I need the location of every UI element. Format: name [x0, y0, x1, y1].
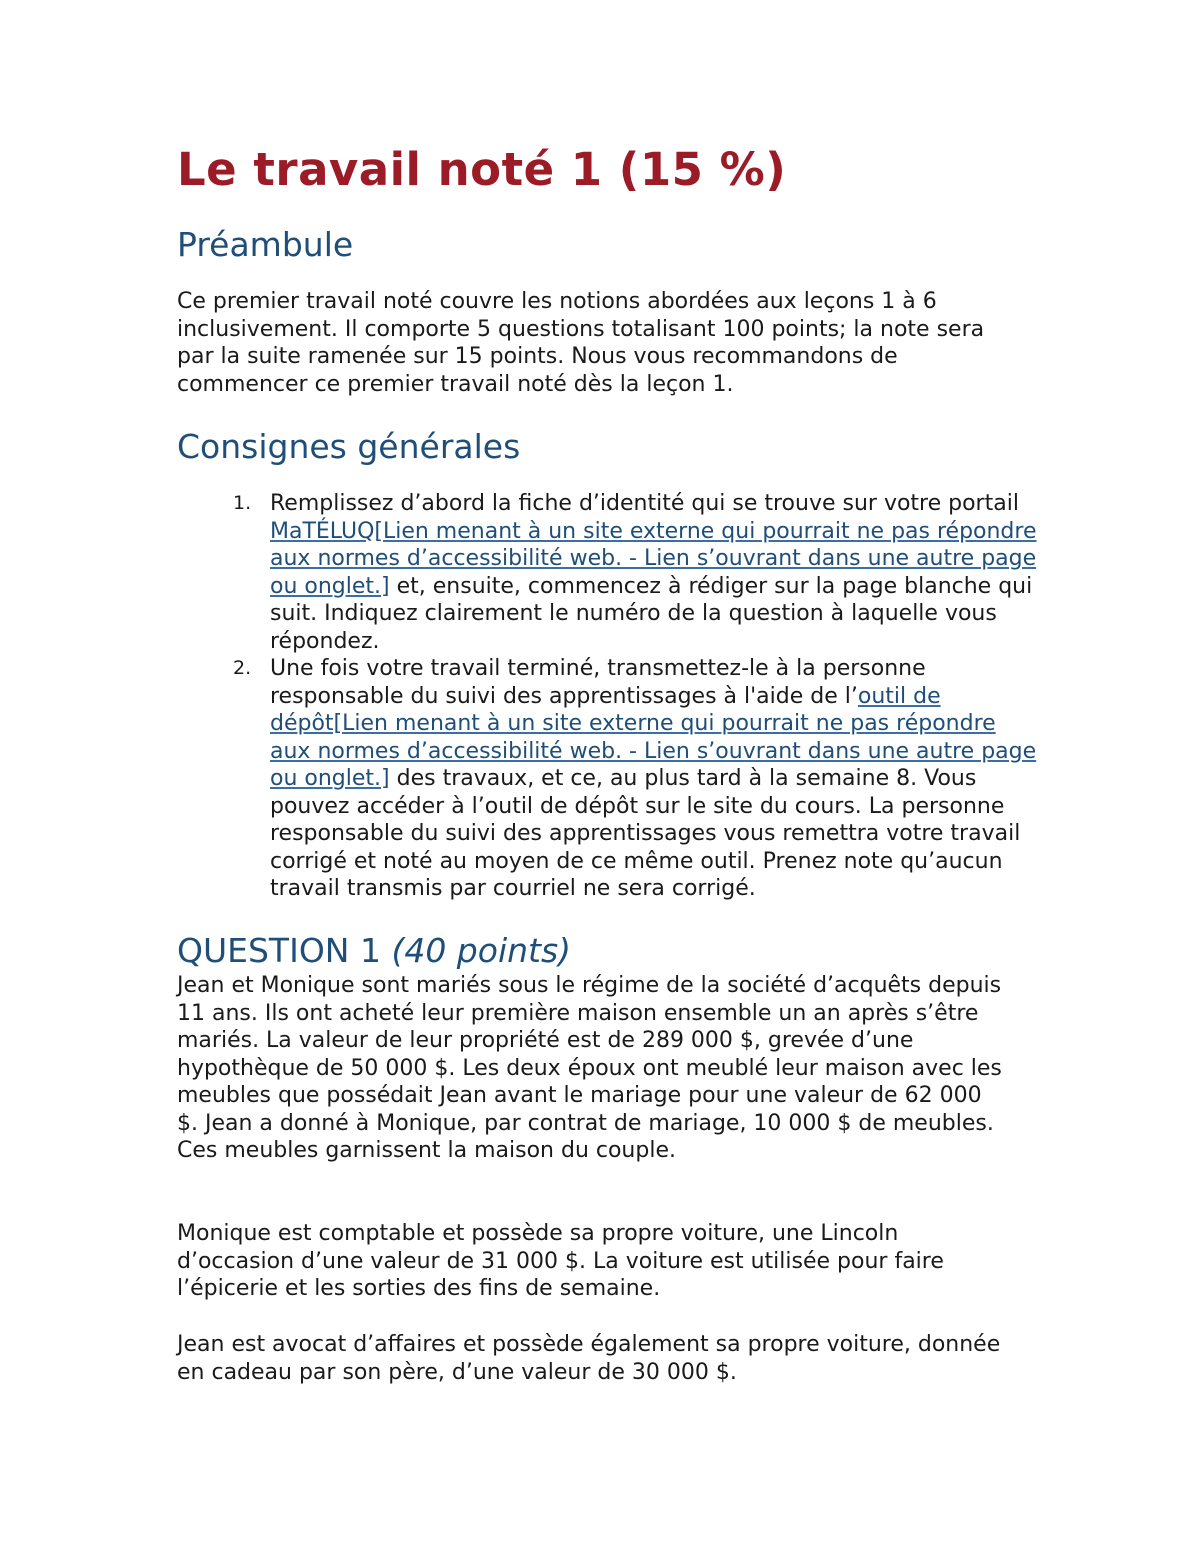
consigne-item-1 — [177, 490, 1037, 655]
preambule-text: Ce premier travail noté couvre les notions abordées aux leçons 1 à 6 inclusivement. Il comporte 5 questions totalisant 100 points; la note sera par la suite ramenée sur 15 points. Nous vous recommandons de commencer ce premier travail noté dès la leçon 1. — [177, 289, 985, 397]
consigne-text: Une fois votre travail terminé, transmettez-le à la personne responsable du suivi des apprentissages à l'aide de l’ — [270, 656, 926, 709]
document-title: Le travail noté 1 (15 %) — [177, 143, 787, 196]
consigne-text: et, ensuite, commencez à rédiger sur la page blanche qui suit. Indiquez clairement le numéro de la question à laquelle vous répondez. — [270, 573, 1033, 654]
preambule-heading: Préambule — [177, 225, 354, 264]
question1-label: QUESTION 1 — [177, 931, 392, 970]
consigne-number: 1. — [233, 492, 252, 514]
consigne-text: Remplissez d’abord la fiche d’identité qui se trouve sur votre portail — [270, 491, 1019, 516]
mateluq-link[interactable]: MaTÉLUQ[Lien menant à un site externe qui pourrait ne pas répondre aux normes d’accessibilité web. - Lien s’ouvrant dans une autre page ou onglet.] — [270, 518, 1037, 599]
outil-depot-link[interactable]: outil de dépôt[Lien menant à un site externe qui pourrait ne pas répondre aux normes d’accessibilité web. - Lien s’ouvrant dans une autre page ou onglet.] — [270, 683, 1037, 791]
consigne-text: des travaux, et ce, au plus tard à la semaine 8. Vous pouvez accéder à l’outil de dépôt sur le site du cours. La personne responsable du suivi des apprentissages vous remettra votre travail corrigé et noté au moyen de ce même outil. Prenez note qu’aucun travail transmis par courriel ne sera corrigé. — [270, 766, 1021, 901]
consignes-heading: Consignes générales — [177, 427, 521, 466]
question1-heading — [177, 930, 571, 972]
consigne-number: 2. — [233, 657, 252, 679]
question1-paragraph-2: Monique est comptable et possède sa propre voiture, une Lincoln d’occasion d’une valeur de 31 000 $. La voiture est utilisée pour faire l’épicerie et les sorties des fins de semaine. — [177, 1221, 944, 1301]
question1-points: (40 points) — [391, 931, 572, 970]
question1-paragraph-3: Jean est avocat d’affaires et possède également sa propre voiture, donnée en cadeau par son père, d’une valeur de 30 000 $. — [177, 1332, 1001, 1385]
consignes-list — [177, 490, 1037, 903]
consigne-item-2 — [177, 655, 1037, 903]
question1-paragraph-1: Jean et Monique sont mariés sous le régime de la société d’acquêts depuis 11 ans. Ils ont acheté leur première maison ensemble un an après s’être mariés. La valeur de leur propriété est de 289 000 $, grevée d’une hypothèque de 50 000 $. Les deux époux ont meublé leur maison avec les meubles que possédait Jean avant le mariage pour une valeur de 62 000 $. Jean a donné à Monique, par contrat de mariage, 10 000 $ de meubles. Ces meubles garnissent la maison du couple. — [177, 973, 1002, 1163]
